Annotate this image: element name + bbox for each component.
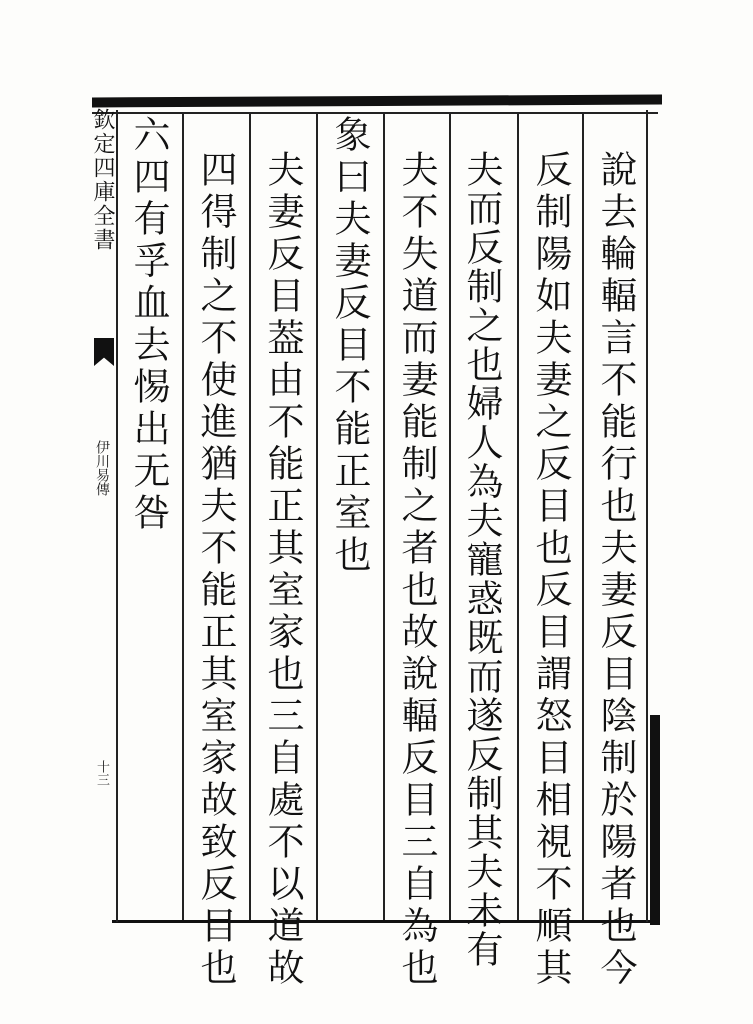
- collection-title: 欽定四庫全書: [90, 108, 115, 252]
- text-column-2: 反制陽如夫妻之反目也反目謂怒目相視不順其: [529, 150, 572, 990]
- text-column-1: 說去輪輻言不能行也夫妻反目陰制於陽者也今: [594, 150, 637, 990]
- book-title: 伊川易傳: [94, 440, 110, 496]
- top-border-thin: [92, 112, 658, 114]
- column-divider: [517, 114, 519, 920]
- right-border-line: [646, 110, 648, 922]
- fish-tail-mark: [94, 338, 114, 366]
- text-column-6: 夫妻反目葢由不能正其室家也三自處不以道故: [261, 150, 304, 990]
- right-edge-bar: [650, 715, 660, 925]
- column-divider: [449, 114, 451, 920]
- text-column-3: 夫而反制之也婦人為夫寵惑既而遂反制其夫未有: [460, 150, 503, 969]
- page-number: 十三: [94, 760, 109, 786]
- text-column-4: 夫不失道而妻能制之者也故說輻反目三自為也: [395, 150, 438, 990]
- top-border-thick: [92, 95, 662, 108]
- margin-divider: [116, 110, 118, 922]
- text-column-5: 象曰夫妻反目不能正室也: [328, 115, 371, 577]
- text-column-7: 四得制之不使進猶夫不能正其室家故致反目也: [194, 150, 237, 990]
- column-divider: [383, 114, 385, 920]
- column-divider: [582, 114, 584, 920]
- text-column-8: 六四有孚血去惕出无咎: [127, 115, 170, 535]
- column-divider: [182, 114, 184, 920]
- column-divider: [249, 114, 251, 920]
- column-divider: [316, 114, 318, 920]
